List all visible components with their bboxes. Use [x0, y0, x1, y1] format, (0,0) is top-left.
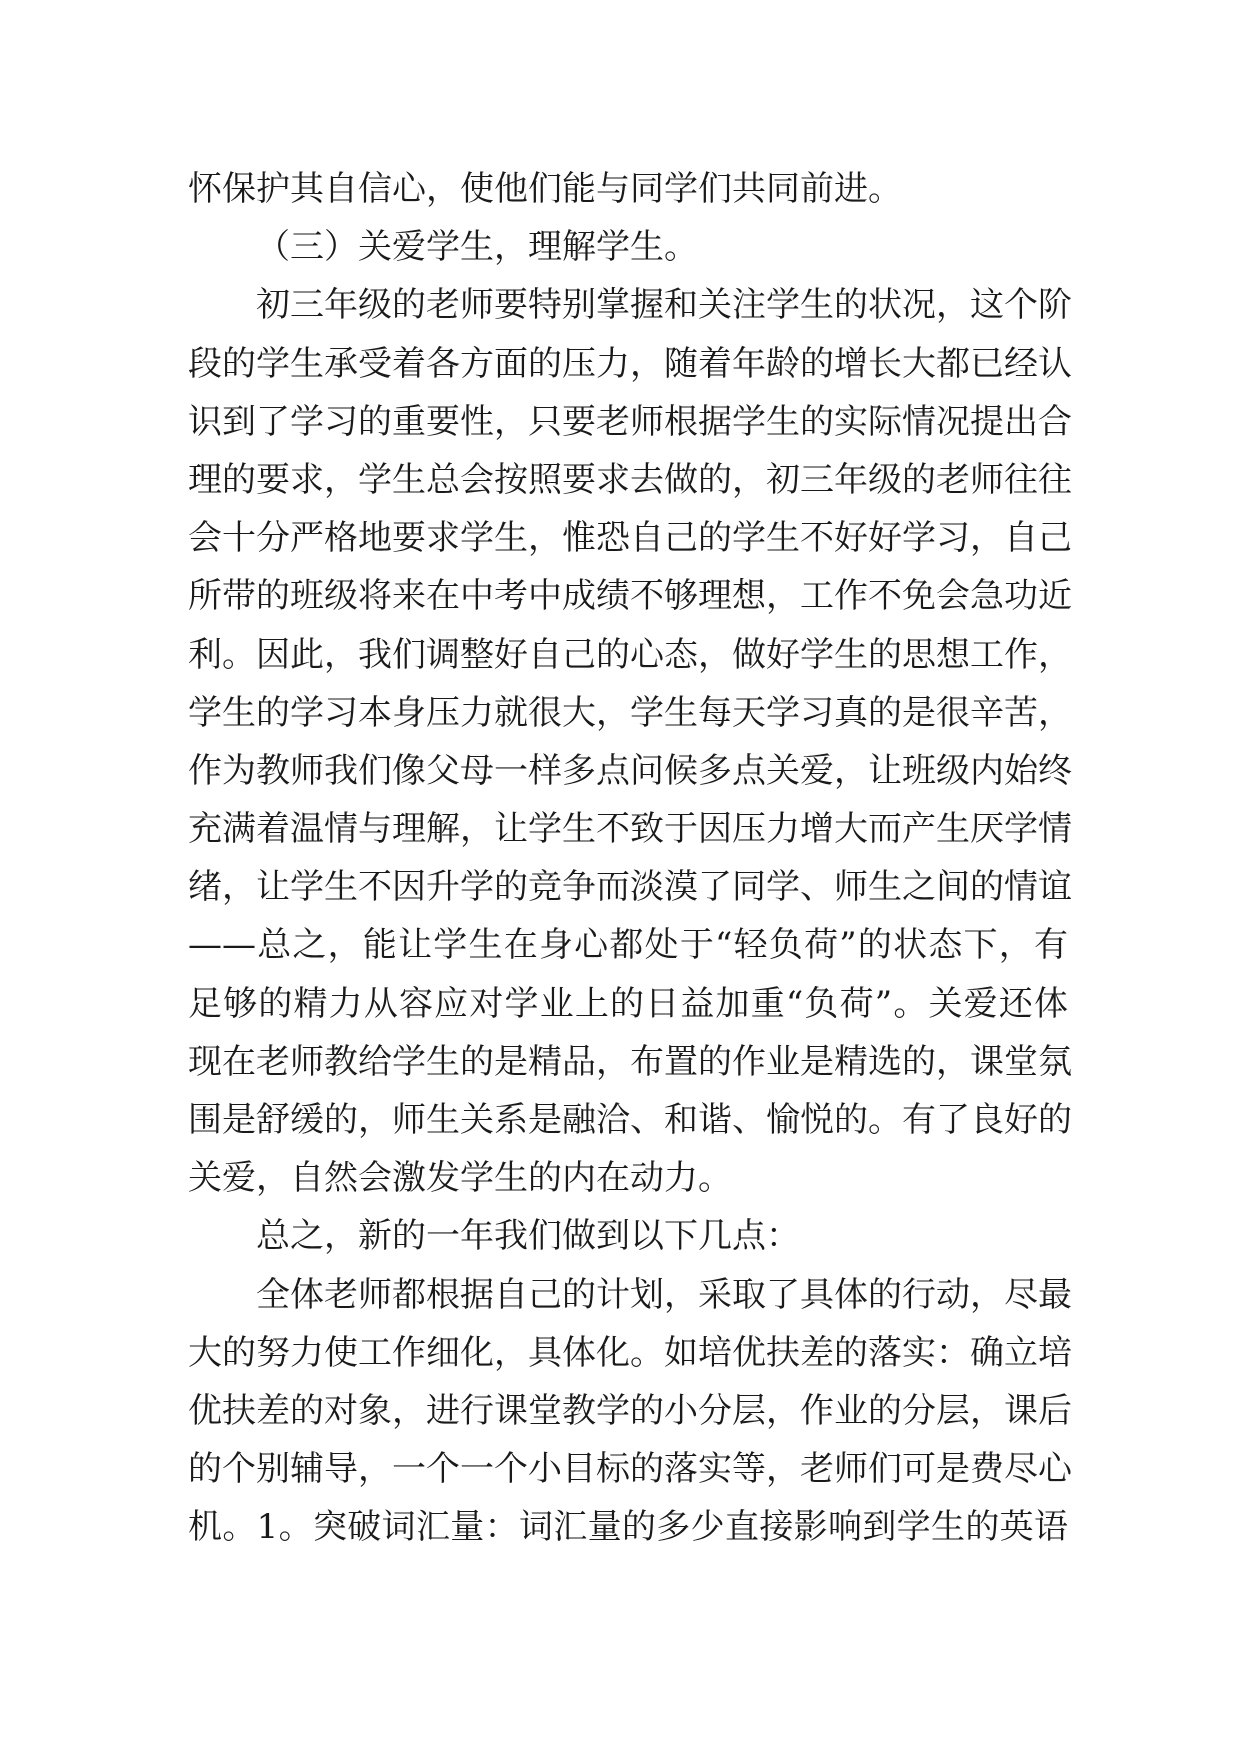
text-line: 作为教师我们像父母一样多点问候多点关爱，让班级内始终 [188, 750, 1072, 791]
text-line: 大的努力使工作细化，具体化。如培优扶差的落实：确立培 [188, 1332, 1072, 1373]
text-line: 围是舒缓的，师生关系是融洽、和谐、愉悦的。有了良好的 [188, 1100, 1072, 1140]
text-line: 充满着温情与理解，让学生不致于因压力增大而产生厌学情 [188, 809, 1072, 850]
body-text [188, 160, 1072, 1557]
text-line: 段的学生承受着各方面的压力，随着年龄的增长大都已经认 [188, 343, 1072, 384]
section-heading: （三）关爱学生，理解学生。 [256, 227, 698, 268]
text-line: 绪，让学生不因升学的竞争而淡漠了同学、师生之间的情谊 [188, 867, 1072, 908]
text-line: 利。因此，我们调整好自己的心态，做好学生的思想工作， [188, 634, 1072, 675]
text-line: 机。1。突破词汇量：词汇量的多少直接影响到学生的英语 [188, 1507, 1068, 1548]
text-line: 理的要求，学生总会按照要求去做的，初三年级的老师往往 [188, 459, 1072, 500]
text-line: 怀保护其自信心，使他们能与同学们共同前进。 [188, 169, 902, 209]
text-line: 初三年级的老师要特别掌握和关注学生的状况，这个阶 [256, 285, 1072, 326]
text-line: 的个别辅导，一个一个小目标的落实等，老师们可是费尽心 [188, 1449, 1072, 1490]
text-line: 足够的精力从容应对学业上的日益加重“负荷”。关爱还体 [188, 983, 1068, 1024]
text-line: 总之，新的一年我们做到以下几点： [256, 1216, 800, 1257]
text-line: 现在老师教给学生的是精品，布置的作业是精选的，课堂氛 [188, 1041, 1072, 1082]
text-line: ——总之，能让学生在身心都处于“轻负荷”的状态下，有 [188, 925, 1068, 966]
text-line: 学生的学习本身压力就很大，学生每天学习真的是很辛苦， [188, 692, 1072, 733]
text-line: 识到了学习的重要性，只要老师根据学生的实际情况提出合 [188, 401, 1072, 442]
text-line: 优扶差的对象，进行课堂教学的小分层，作业的分层，课后 [188, 1390, 1072, 1431]
text-line: 所带的班级将来在中考中成绩不够理想，工作不免会急功近 [188, 576, 1072, 617]
text-line: 全体老师都根据自己的计划，采取了具体的行动，尽最 [256, 1274, 1072, 1315]
text-line: 关爱，自然会激发学生的内在动力。 [188, 1158, 732, 1199]
text-line: 会十分严格地要求学生，惟恐自己的学生不好好学习，自己 [188, 518, 1072, 559]
